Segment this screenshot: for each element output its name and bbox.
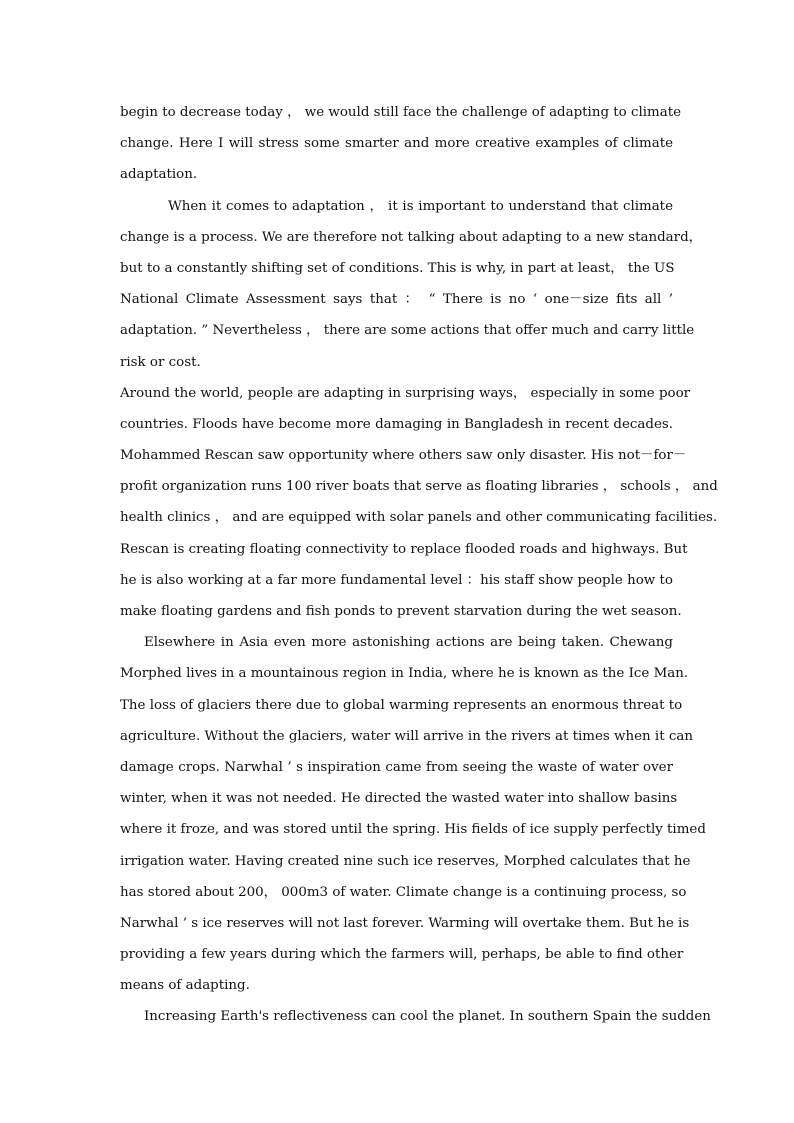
text-line: Morphed lives in a mountainous region in India, where he is known as the Ice Man. (120, 666, 689, 682)
text-line: Narwhal ’ s ice reserves will not last forever. Warming will overtake them. But he is (120, 915, 690, 931)
text-line: adaptation. ” Nevertheless ， there are some actions that offer much and carry little (120, 323, 695, 339)
text-line: has stored about 200， 000m3 of water. Climate change is a continuing process, so (120, 884, 687, 900)
text-line: make floating gardens and fish ponds to prevent starvation during the wet season. (120, 604, 682, 619)
text-line: countries. Floods have become more damaging in Bangladesh in recent decades. (120, 416, 673, 432)
text-line: health clinics ， and are equipped with solar panels and other communicating facilities. (120, 510, 718, 526)
text-line: Mohammed Rescan saw opportunity where others saw only disaster. His not－for－ (120, 448, 687, 464)
paragraph (120, 191, 703, 378)
text-line: adaptation. (120, 167, 198, 183)
text-line: providing a few years during which the farmers will, perhaps, be able to find other (120, 947, 684, 963)
text-line: Elsewhere in Asia even more astonishing actions are being taken. Chewang (144, 635, 673, 651)
text-line: begin to decrease today ， we would still face the challenge of adapting to climate (120, 105, 682, 120)
text-line: where it froze, and was stored until the spring. His fields of ice supply perfectly timed (120, 822, 706, 838)
text-line: change is a process. We are therefore not talking about adapting to a new standard， (120, 229, 703, 245)
text-line: Rescan is creating floating connectivity to replace flooded roads and highways. But (120, 541, 688, 557)
text-line: risk or cost. (120, 354, 201, 370)
paragraph (120, 97, 682, 191)
text-line: National Climate Assessment says that ： “ There is no ‘ one－size fits all ’ (120, 292, 673, 308)
text-line: profit organization runs 100 river boats that serve as floating libraries ， schools ， and (120, 479, 718, 495)
text-line: irrigation water. Having created nine such ice reserves, Morphed calculates that he (120, 853, 691, 869)
text-line: he is also working at a far more fundamental level ：his staff show people how to (120, 572, 673, 588)
paragraph (120, 378, 718, 628)
body-text (120, 97, 718, 1033)
paragraph (120, 1001, 711, 1032)
text-line: agriculture. Without the glaciers, water will arrive in the rivers at times when it can (120, 728, 693, 744)
text-line: Around the world, people are adapting in surprising ways， especially in some poor (120, 385, 691, 401)
text-line: change. Here I will stress some smarter and more creative examples of climate (120, 136, 673, 152)
text-line: The loss of glaciers there due to global warming represents an enormous threat to (120, 697, 683, 713)
text-line: but to a constantly shifting set of conditions. This is why, in part at least， the US (120, 260, 675, 276)
text-line: Increasing Earth's reflectiveness can cool the planet. In southern Spain the sudden (144, 1009, 711, 1025)
text-line: damage crops. Narwhal ’ s inspiration came from seeing the waste of water over (120, 759, 673, 775)
text-line: means of adapting. (120, 978, 250, 994)
text-line: winter, when it was not needed. He directed the wasted water into shallow basins (120, 791, 678, 807)
paragraph (120, 627, 706, 1001)
text-line: When it comes to adaptation ， it is important to understand that climate (168, 198, 673, 214)
